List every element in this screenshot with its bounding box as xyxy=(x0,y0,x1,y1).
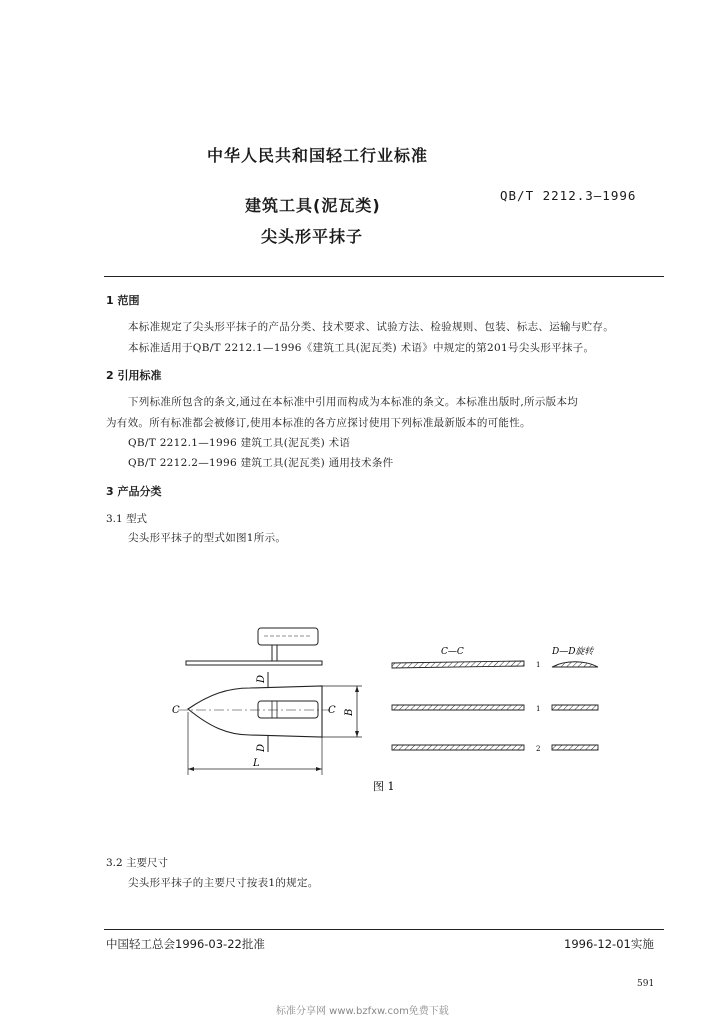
section-2-para-line-1: 下列标准所包含的条文,通过在本标准中引用而构成为本标准的条文。本标准出版时,所示版本均 xyxy=(128,396,579,408)
approval-date: 中国轻工总会1996-03-22批准 xyxy=(106,937,265,951)
label-c-left: C xyxy=(172,705,180,716)
section-marker-1: 1 xyxy=(536,661,541,669)
standard-number: QB/T 2212.3—1996 xyxy=(500,188,637,203)
section-3-1-heading: 3.1 型式 xyxy=(106,513,148,525)
watermark-link[interactable]: 标准分享网 www.bzfxw.com免费下载 xyxy=(276,1006,449,1017)
section-marker-2: 1 xyxy=(536,705,541,713)
label-d-bottom: D xyxy=(256,743,267,752)
document-title-line1: 建筑工具(泥瓦类) xyxy=(245,196,381,215)
section-cc-label: C—C xyxy=(441,647,464,657)
section-1-heading: 1 范围 xyxy=(106,294,140,307)
section-2-reference-1: QB/T 2212.1—1996 建筑工具(泥瓦类) 术语 xyxy=(128,437,351,449)
top-view xyxy=(186,628,322,665)
document-title-line2: 尖头形平抹子 xyxy=(261,227,364,246)
section-3-2-heading: 3.2 主要尺寸 xyxy=(106,857,169,869)
section-3-2-text: 尖头形平抹子的主要尺寸按表1的规定。 xyxy=(128,877,319,889)
label-b: B xyxy=(344,708,355,716)
effective-date: 1996-12-01实施 xyxy=(564,937,654,951)
label-d-top: D xyxy=(256,674,267,683)
plan-view xyxy=(178,672,362,775)
cross-sections xyxy=(392,646,598,750)
section-1-para-1: 本标准规定了尖头形平抹子的产品分类、技术要求、试验方法、检验规则、包装、标志、运输与贮存。 xyxy=(128,321,614,333)
section-marker-3: 2 xyxy=(536,745,541,753)
section-2-reference-2: QB/T 2212.2—1996 建筑工具(泥瓦类) 通用技术条件 xyxy=(128,457,394,469)
figure-caption: 图 1 xyxy=(373,780,395,793)
footer-rule xyxy=(104,929,664,930)
section-3-1-text: 尖头形平抹子的型式如图1所示。 xyxy=(128,532,287,544)
section-2-para-line-2: 为有效。所有标准都会被修订,使用本标准的各方应探讨使用下列标准最新版本的可能性。 xyxy=(106,417,531,429)
section-2-heading: 2 引用标准 xyxy=(106,369,162,382)
section-dd-label: D—D旋转 xyxy=(552,647,594,657)
page-number: 591 xyxy=(637,979,655,989)
section-3-heading: 3 产品分类 xyxy=(106,485,162,498)
label-c-right: C xyxy=(328,705,336,716)
standard-org-header: 中华人民共和国轻工行业标准 xyxy=(207,146,429,165)
label-l: L xyxy=(253,758,260,769)
section-1-para-2: 本标准适用于QB/T 2212.1—1996《建筑工具(泥瓦类) 术语》中规定的第201号尖头形平抹子。 xyxy=(128,342,595,354)
